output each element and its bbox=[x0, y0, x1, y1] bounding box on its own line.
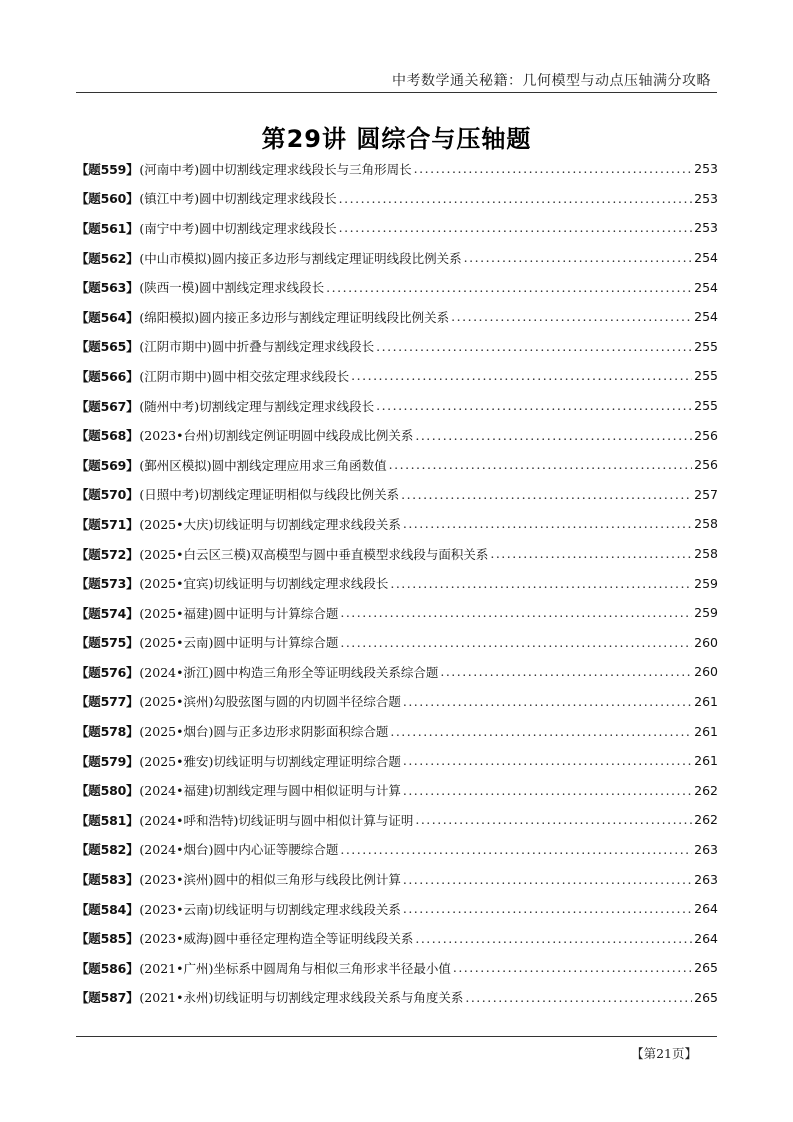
toc-entry-title: (2023•台州)切割线定例证明圆中线段成比例关系 bbox=[139, 428, 414, 444]
toc-entry-page: 265 bbox=[694, 960, 718, 976]
toc-entry-page: 256 bbox=[694, 427, 718, 443]
toc-entry[interactable] bbox=[76, 184, 718, 214]
toc-entry-label: 【题573】 bbox=[76, 576, 139, 592]
toc-entry-label: 【题586】 bbox=[76, 960, 139, 976]
toc-leader-dots bbox=[403, 872, 692, 887]
toc-entry-page: 261 bbox=[694, 693, 718, 709]
toc-entry-title: (2024•福建)切割线定理与圆中相似证明与计算 bbox=[139, 783, 401, 799]
toc-entry[interactable] bbox=[76, 480, 718, 510]
toc-entry-page: 254 bbox=[694, 309, 718, 325]
toc-entry-label: 【题563】 bbox=[76, 280, 139, 296]
toc-entry-page: 258 bbox=[694, 546, 718, 562]
toc-entry-page: 254 bbox=[694, 250, 718, 266]
toc-entry[interactable] bbox=[76, 509, 718, 539]
toc-entry-title: (2021•永州)切线证明与切割线定理求线段关系与角度关系 bbox=[139, 990, 464, 1006]
toc-entry-label: 【题567】 bbox=[76, 398, 139, 414]
toc-entry-title: (中山市模拟)圆内接正多边形与割线定理证明线段比例关系 bbox=[139, 250, 462, 266]
toc-entry-page: 255 bbox=[694, 338, 718, 354]
toc-leader-dots bbox=[415, 812, 692, 827]
toc-entry-label: 【题564】 bbox=[76, 309, 139, 325]
toc-entry-title: (2024•烟台)圆中内心证等腰综合题 bbox=[139, 842, 339, 858]
toc-leader-dots bbox=[453, 960, 692, 975]
toc-entry[interactable] bbox=[76, 598, 718, 628]
toc-leader-dots bbox=[340, 605, 692, 620]
toc-entry-page: 260 bbox=[694, 664, 718, 680]
toc-entry-label: 【题572】 bbox=[76, 546, 139, 562]
toc-entry-page: 264 bbox=[694, 930, 718, 946]
toc-leader-dots bbox=[414, 161, 692, 176]
toc-entry-label: 【题585】 bbox=[76, 931, 139, 947]
toc-entry-page: 255 bbox=[694, 398, 718, 414]
toc-entry-page: 264 bbox=[694, 901, 718, 917]
toc-entry-title: (2024•浙江)圆中构造三角形全等证明线段关系综合题 bbox=[139, 664, 439, 680]
toc-entry-label: 【题561】 bbox=[76, 220, 139, 236]
toc-leader-dots bbox=[403, 516, 692, 531]
toc-entry-title: (南宁中考)圆中切割线定理求线段长 bbox=[139, 220, 337, 236]
toc-entry-label: 【题584】 bbox=[76, 901, 139, 917]
running-header: 中考数学通关秘籍：几何模型与动点压轴满分攻略 bbox=[392, 73, 711, 89]
toc-leader-dots bbox=[389, 457, 692, 472]
toc-leader-dots bbox=[403, 901, 692, 916]
toc-leader-dots bbox=[401, 487, 692, 502]
page-number: 【第21页】 bbox=[631, 1046, 697, 1061]
toc-entry-title: (2025•白云区三模)双高模型与圆中垂直模型求线段与面积关系 bbox=[139, 546, 489, 562]
toc-entry-page: 263 bbox=[694, 841, 718, 857]
toc-entry-page: 253 bbox=[694, 220, 718, 236]
toc-entry-title: (2025•云南)圆中证明与计算综合题 bbox=[139, 635, 339, 651]
toc-entry-title: (2023•云南)切线证明与切割线定理求线段关系 bbox=[139, 901, 401, 917]
toc-entry-title: (2025•福建)圆中证明与计算综合题 bbox=[139, 605, 339, 621]
toc-entry-label: 【题577】 bbox=[76, 694, 139, 710]
toc-entry[interactable] bbox=[76, 835, 718, 865]
toc-entry-page: 256 bbox=[694, 457, 718, 473]
toc-entry[interactable] bbox=[76, 923, 718, 953]
toc-entry[interactable] bbox=[76, 864, 718, 894]
toc-entry-page: 259 bbox=[694, 575, 718, 591]
toc-entry[interactable] bbox=[76, 716, 718, 746]
toc-leader-dots bbox=[390, 724, 692, 739]
toc-entry[interactable] bbox=[76, 213, 718, 243]
toc-entry[interactable] bbox=[76, 894, 718, 924]
toc-entry-title: (2025•烟台)圆与正多边形求阴影面积综合题 bbox=[139, 724, 389, 740]
toc-entry-label: 【题574】 bbox=[76, 605, 139, 621]
toc-entry-page: 261 bbox=[694, 753, 718, 769]
toc-leader-dots bbox=[326, 280, 692, 295]
toc-entry[interactable] bbox=[76, 332, 718, 362]
toc-entry-label: 【题578】 bbox=[76, 724, 139, 740]
toc-leader-dots bbox=[376, 339, 692, 354]
toc-entry[interactable] bbox=[76, 687, 718, 717]
toc-entry-title: (2023•滨州)圆中的相似三角形与线段比例计算 bbox=[139, 872, 401, 888]
toc-entry-page: 254 bbox=[694, 279, 718, 295]
toc-entry-label: 【题565】 bbox=[76, 339, 139, 355]
toc-entry-label: 【题576】 bbox=[76, 664, 139, 680]
toc-entry-title: (随州中考)切割线定理与割线定理求线段长 bbox=[139, 398, 375, 414]
toc-entry-label: 【题581】 bbox=[76, 812, 139, 828]
toc-entry-page: 261 bbox=[694, 723, 718, 739]
toc-leader-dots bbox=[403, 694, 692, 709]
toc-entry-title: (日照中考)切割线定理证明相似与线段比例关系 bbox=[139, 487, 400, 503]
toc-entry-page: 260 bbox=[694, 634, 718, 650]
toc-leader-dots bbox=[403, 753, 692, 768]
toc-entry-label: 【题579】 bbox=[76, 753, 139, 769]
toc-entry-label: 【题562】 bbox=[76, 250, 139, 266]
toc-entry[interactable] bbox=[76, 272, 718, 302]
toc-leader-dots bbox=[451, 309, 692, 324]
toc-entry[interactable] bbox=[76, 154, 718, 184]
toc-leader-dots bbox=[415, 931, 692, 946]
toc-leader-dots bbox=[403, 783, 692, 798]
toc-entry-title: (陕西一模)圆中割线定理求线段长 bbox=[139, 280, 325, 296]
toc-leader-dots bbox=[339, 191, 692, 206]
toc-entry[interactable] bbox=[76, 657, 718, 687]
toc-entry[interactable] bbox=[76, 568, 718, 598]
toc-entry-page: 265 bbox=[694, 989, 718, 1005]
toc-leader-dots bbox=[340, 635, 692, 650]
toc-entry[interactable] bbox=[76, 391, 718, 421]
toc-leader-dots bbox=[415, 428, 692, 443]
toc-entry-label: 【题559】 bbox=[76, 161, 139, 177]
toc-entry-title: (2025•雅安)切线证明与切割线定理证明综合题 bbox=[139, 753, 401, 769]
toc-leader-dots bbox=[351, 368, 692, 383]
toc-entry-title: (河南中考)圆中切割线定理求线段长与三角形周长 bbox=[139, 161, 412, 177]
toc-leader-dots bbox=[376, 398, 692, 413]
toc-entry-title: (鄞州区模拟)圆中割线定理应用求三角函数值 bbox=[139, 457, 387, 473]
toc-leader-dots bbox=[440, 664, 692, 679]
toc-entry-page: 253 bbox=[694, 161, 718, 177]
toc-entry-label: 【题582】 bbox=[76, 842, 139, 858]
toc-entry-title: (绵阳模拟)圆内接正多边形与割线定理证明线段比例关系 bbox=[139, 309, 450, 325]
toc-entry-title: (2025•宜宾)切线证明与切割线定理求线段长 bbox=[139, 576, 389, 592]
toc-entry[interactable] bbox=[76, 539, 718, 569]
toc-leader-dots bbox=[390, 576, 692, 591]
toc-entry-title: (2024•呼和浩特)切线证明与圆中相似计算与证明 bbox=[139, 812, 414, 828]
toc-entry-label: 【题569】 bbox=[76, 457, 139, 473]
toc-entry-title: (2023•威海)圆中垂径定理构造全等证明线段关系 bbox=[139, 931, 414, 947]
toc-entry[interactable] bbox=[76, 983, 718, 1013]
toc-entry-page: 253 bbox=[694, 190, 718, 206]
toc-entry-label: 【题575】 bbox=[76, 635, 139, 651]
toc-entry[interactable] bbox=[76, 450, 718, 480]
toc-entry[interactable] bbox=[76, 361, 718, 391]
toc-entry-page: 257 bbox=[694, 486, 718, 502]
toc-entry-label: 【题568】 bbox=[76, 428, 139, 444]
toc-entry-page: 258 bbox=[694, 516, 718, 532]
toc-entry[interactable] bbox=[76, 746, 718, 776]
toc-leader-dots bbox=[464, 250, 692, 265]
toc-entry-title: (2025•大庆)切线证明与切割线定理求线段关系 bbox=[139, 516, 401, 532]
toc-entry-page: 262 bbox=[694, 812, 718, 828]
toc-entry[interactable] bbox=[76, 953, 718, 983]
header-divider bbox=[76, 92, 717, 93]
toc-leader-dots bbox=[465, 990, 692, 1005]
chapter-title: 第29讲 圆综合与压轴题 bbox=[261, 125, 532, 154]
toc-entry-page: 255 bbox=[694, 368, 718, 384]
toc-leader-dots bbox=[340, 842, 692, 857]
toc-entry-title: (江阴市期中)圆中相交弦定理求线段长 bbox=[139, 368, 350, 384]
toc-entry-label: 【题560】 bbox=[76, 191, 139, 207]
toc-entry-title: (2025•滨州)勾股弦图与圆的内切圆半径综合题 bbox=[139, 694, 401, 710]
toc-leader-dots bbox=[490, 546, 692, 561]
toc-entry-label: 【题587】 bbox=[76, 990, 139, 1006]
toc-entry-label: 【题583】 bbox=[76, 872, 139, 888]
toc-entry-page: 263 bbox=[694, 871, 718, 887]
table-of-contents bbox=[76, 154, 718, 1012]
toc-entry-title: (镇江中考)圆中切割线定理求线段长 bbox=[139, 191, 337, 207]
toc-entry[interactable] bbox=[76, 420, 718, 450]
toc-entry-title: (江阴市期中)圆中折叠与割线定理求线段长 bbox=[139, 339, 375, 355]
toc-entry-title: (2021•广州)坐标系中圆周角与相似三角形求半径最小值 bbox=[139, 960, 451, 976]
toc-entry-label: 【题571】 bbox=[76, 516, 139, 532]
toc-leader-dots bbox=[339, 220, 692, 235]
toc-entry[interactable] bbox=[76, 805, 718, 835]
toc-entry[interactable] bbox=[76, 775, 718, 805]
toc-entry[interactable] bbox=[76, 243, 718, 273]
toc-entry-page: 262 bbox=[694, 782, 718, 798]
footer-divider bbox=[76, 1036, 717, 1037]
toc-entry-label: 【题580】 bbox=[76, 783, 139, 799]
toc-entry-page: 259 bbox=[694, 605, 718, 621]
toc-entry-label: 【题570】 bbox=[76, 487, 139, 503]
toc-entry-label: 【题566】 bbox=[76, 368, 139, 384]
toc-entry[interactable] bbox=[76, 302, 718, 332]
toc-entry[interactable] bbox=[76, 628, 718, 658]
